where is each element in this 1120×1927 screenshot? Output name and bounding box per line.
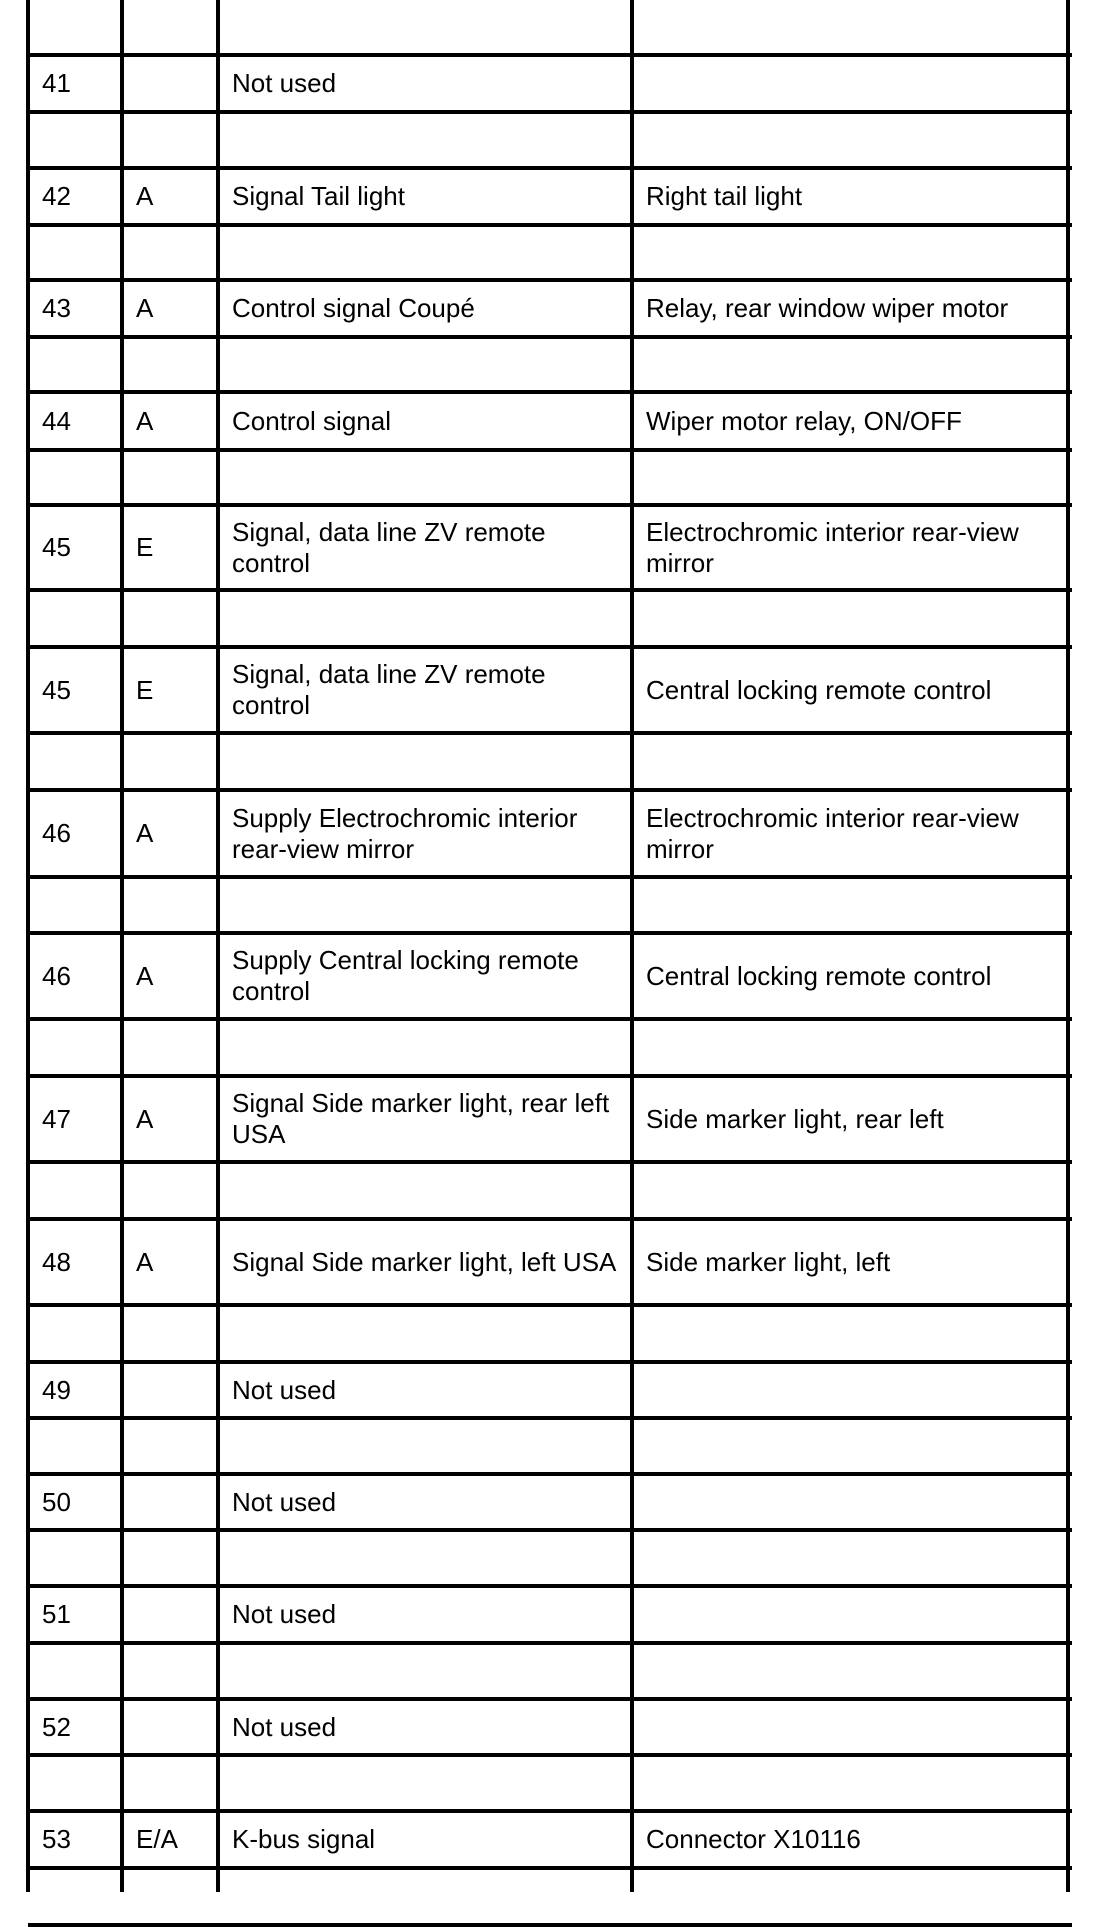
cell-destination bbox=[646, 1645, 1054, 1697]
cell-signal: Signal, data line ZV remote control bbox=[232, 659, 546, 720]
cell-pin: 52 bbox=[42, 1711, 71, 1742]
cell-signal: Supply Central locking remote control bbox=[232, 945, 579, 1006]
cell-destination: Side marker light, rear left bbox=[646, 1103, 944, 1134]
cell-destination bbox=[646, 879, 1054, 931]
cell-pin: 44 bbox=[42, 405, 71, 436]
cell-destination bbox=[646, 592, 1054, 645]
cell-destination: Electrochromic interior rear-view mirror bbox=[646, 802, 1019, 864]
cell-type: A bbox=[136, 1246, 154, 1277]
cell-pin bbox=[42, 879, 108, 931]
cell-type: A bbox=[136, 293, 154, 323]
cell-destination bbox=[646, 227, 1054, 278]
cell-pin: 45 bbox=[42, 674, 71, 705]
column-divider bbox=[216, 0, 220, 1892]
cell-type bbox=[136, 879, 204, 931]
cell-type: E bbox=[136, 674, 154, 705]
cell-signal: Not used bbox=[232, 1599, 337, 1629]
cell-destination bbox=[646, 1532, 1054, 1584]
cell-destination bbox=[646, 1588, 1054, 1641]
cell-type bbox=[136, 339, 204, 390]
cell-signal bbox=[232, 227, 618, 278]
cell-signal bbox=[232, 1757, 618, 1809]
column-divider bbox=[120, 0, 124, 1892]
cell-pin bbox=[42, 227, 108, 278]
column-divider bbox=[26, 0, 30, 1892]
column-divider bbox=[1066, 0, 1070, 1892]
cell-destination: Central locking remote control bbox=[646, 960, 992, 991]
cell-type bbox=[136, 1164, 204, 1217]
cell-destination bbox=[646, 339, 1054, 390]
cell-signal: Signal Tail light bbox=[232, 181, 405, 211]
cell-type bbox=[136, 227, 204, 278]
cell-destination bbox=[646, 1757, 1054, 1809]
cell-pin: 42 bbox=[42, 181, 71, 211]
cell-pin: 53 bbox=[42, 1824, 71, 1854]
cell-type bbox=[136, 1532, 204, 1584]
cell-signal: Control signal bbox=[232, 405, 391, 436]
column-divider bbox=[630, 0, 634, 1892]
cell-type bbox=[136, 1420, 204, 1472]
cell-destination: Relay, rear window wiper motor bbox=[646, 293, 1009, 323]
cell-destination bbox=[646, 1021, 1054, 1074]
cell-type: A bbox=[136, 960, 154, 991]
cell-pin bbox=[42, 1532, 108, 1584]
cell-pin bbox=[42, 1021, 108, 1074]
cell-destination: Right tail light bbox=[646, 181, 803, 211]
cell-signal: Control signal Coupé bbox=[232, 293, 475, 323]
cell-type bbox=[136, 1588, 204, 1641]
cell-destination: Wiper motor relay, ON/OFF bbox=[646, 405, 962, 436]
cell-type bbox=[136, 735, 204, 788]
cell-signal: Signal, data line ZV remote control bbox=[232, 516, 546, 578]
cell-type: A bbox=[136, 818, 154, 848]
cell-pin: 43 bbox=[42, 293, 71, 323]
cell-type: E bbox=[136, 532, 154, 562]
cell-pin: 51 bbox=[42, 1599, 71, 1629]
cell-type bbox=[136, 1364, 204, 1416]
row-divider bbox=[28, 1923, 1072, 1927]
cell-type: A bbox=[136, 405, 154, 436]
cell-signal: Not used bbox=[232, 1374, 337, 1405]
cell-type bbox=[136, 1870, 204, 1923]
cell-signal bbox=[232, 1870, 618, 1923]
cell-signal bbox=[232, 339, 618, 390]
cell-pin: 50 bbox=[42, 1486, 71, 1517]
cell-signal bbox=[232, 114, 618, 166]
cell-signal bbox=[232, 452, 618, 503]
cell-destination bbox=[646, 1476, 1054, 1528]
cell-type: E/A bbox=[136, 1824, 178, 1854]
cell-pin bbox=[42, 735, 108, 788]
cell-destination bbox=[646, 114, 1054, 166]
cell-pin bbox=[42, 1645, 108, 1697]
cell-destination bbox=[646, 57, 1054, 110]
cell-type: A bbox=[136, 1103, 154, 1134]
cell-pin: 48 bbox=[42, 1246, 71, 1277]
cell-pin bbox=[42, 592, 108, 645]
cell-type bbox=[136, 1307, 204, 1360]
cell-pin: 41 bbox=[42, 68, 71, 98]
cell-pin bbox=[42, 1870, 108, 1923]
cell-signal bbox=[232, 592, 618, 645]
cell-signal bbox=[232, 1307, 618, 1360]
cell-type bbox=[136, 1701, 204, 1753]
cell-destination bbox=[646, 1420, 1054, 1472]
cell-pin bbox=[42, 1164, 108, 1217]
cell-signal bbox=[232, 1420, 618, 1472]
cell-destination bbox=[646, 735, 1054, 788]
cell-type bbox=[136, 114, 204, 166]
cell-type: A bbox=[136, 181, 154, 211]
cell-destination bbox=[646, 1701, 1054, 1753]
cell-pin bbox=[42, 0, 108, 53]
cell-signal: Not used bbox=[232, 68, 337, 98]
cell-signal bbox=[232, 1164, 618, 1217]
cell-destination bbox=[646, 452, 1054, 503]
cell-signal bbox=[232, 879, 618, 931]
cell-pin: 49 bbox=[42, 1374, 71, 1405]
cell-destination bbox=[646, 1870, 1054, 1923]
cell-type bbox=[136, 452, 204, 503]
cell-pin: 45 bbox=[42, 532, 71, 562]
cell-destination: Electrochromic interior rear-view mirror bbox=[646, 516, 1019, 578]
cell-pin bbox=[42, 339, 108, 390]
cell-signal: Not used bbox=[232, 1486, 337, 1517]
cell-signal: Signal Side marker light, left USA bbox=[232, 1246, 617, 1277]
cell-pin bbox=[42, 114, 108, 166]
cell-type bbox=[136, 0, 204, 53]
cell-type bbox=[136, 1645, 204, 1697]
cell-type bbox=[136, 1757, 204, 1809]
cell-pin bbox=[42, 1757, 108, 1809]
cell-destination: Central locking remote control bbox=[646, 674, 992, 705]
cell-type bbox=[136, 1021, 204, 1074]
cell-destination bbox=[646, 1364, 1054, 1416]
cell-destination: Connector X10116 bbox=[646, 1824, 861, 1854]
cell-pin: 46 bbox=[42, 818, 71, 848]
cell-destination bbox=[646, 0, 1054, 53]
cell-signal bbox=[232, 1532, 618, 1584]
cell-signal: K-bus signal bbox=[232, 1824, 376, 1854]
cell-destination: Side marker light, left bbox=[646, 1246, 891, 1277]
cell-pin: 47 bbox=[42, 1103, 71, 1134]
cell-signal bbox=[232, 1645, 618, 1697]
cell-signal bbox=[232, 0, 618, 53]
cell-type bbox=[136, 592, 204, 645]
cell-type bbox=[136, 1476, 204, 1528]
cell-type bbox=[136, 57, 204, 110]
cell-destination bbox=[646, 1164, 1054, 1217]
cell-pin: 46 bbox=[42, 960, 71, 991]
cell-signal bbox=[232, 1021, 618, 1074]
cell-destination bbox=[646, 1307, 1054, 1360]
cell-signal bbox=[232, 735, 618, 788]
cell-signal: Signal Side marker light, rear left USA bbox=[232, 1088, 610, 1149]
cell-signal: Supply Electrochromic interior rear-view mirror bbox=[232, 802, 578, 864]
cell-pin bbox=[42, 1420, 108, 1472]
cell-pin bbox=[42, 452, 108, 503]
cell-pin bbox=[42, 1307, 108, 1360]
cell-signal: Not used bbox=[232, 1711, 337, 1742]
